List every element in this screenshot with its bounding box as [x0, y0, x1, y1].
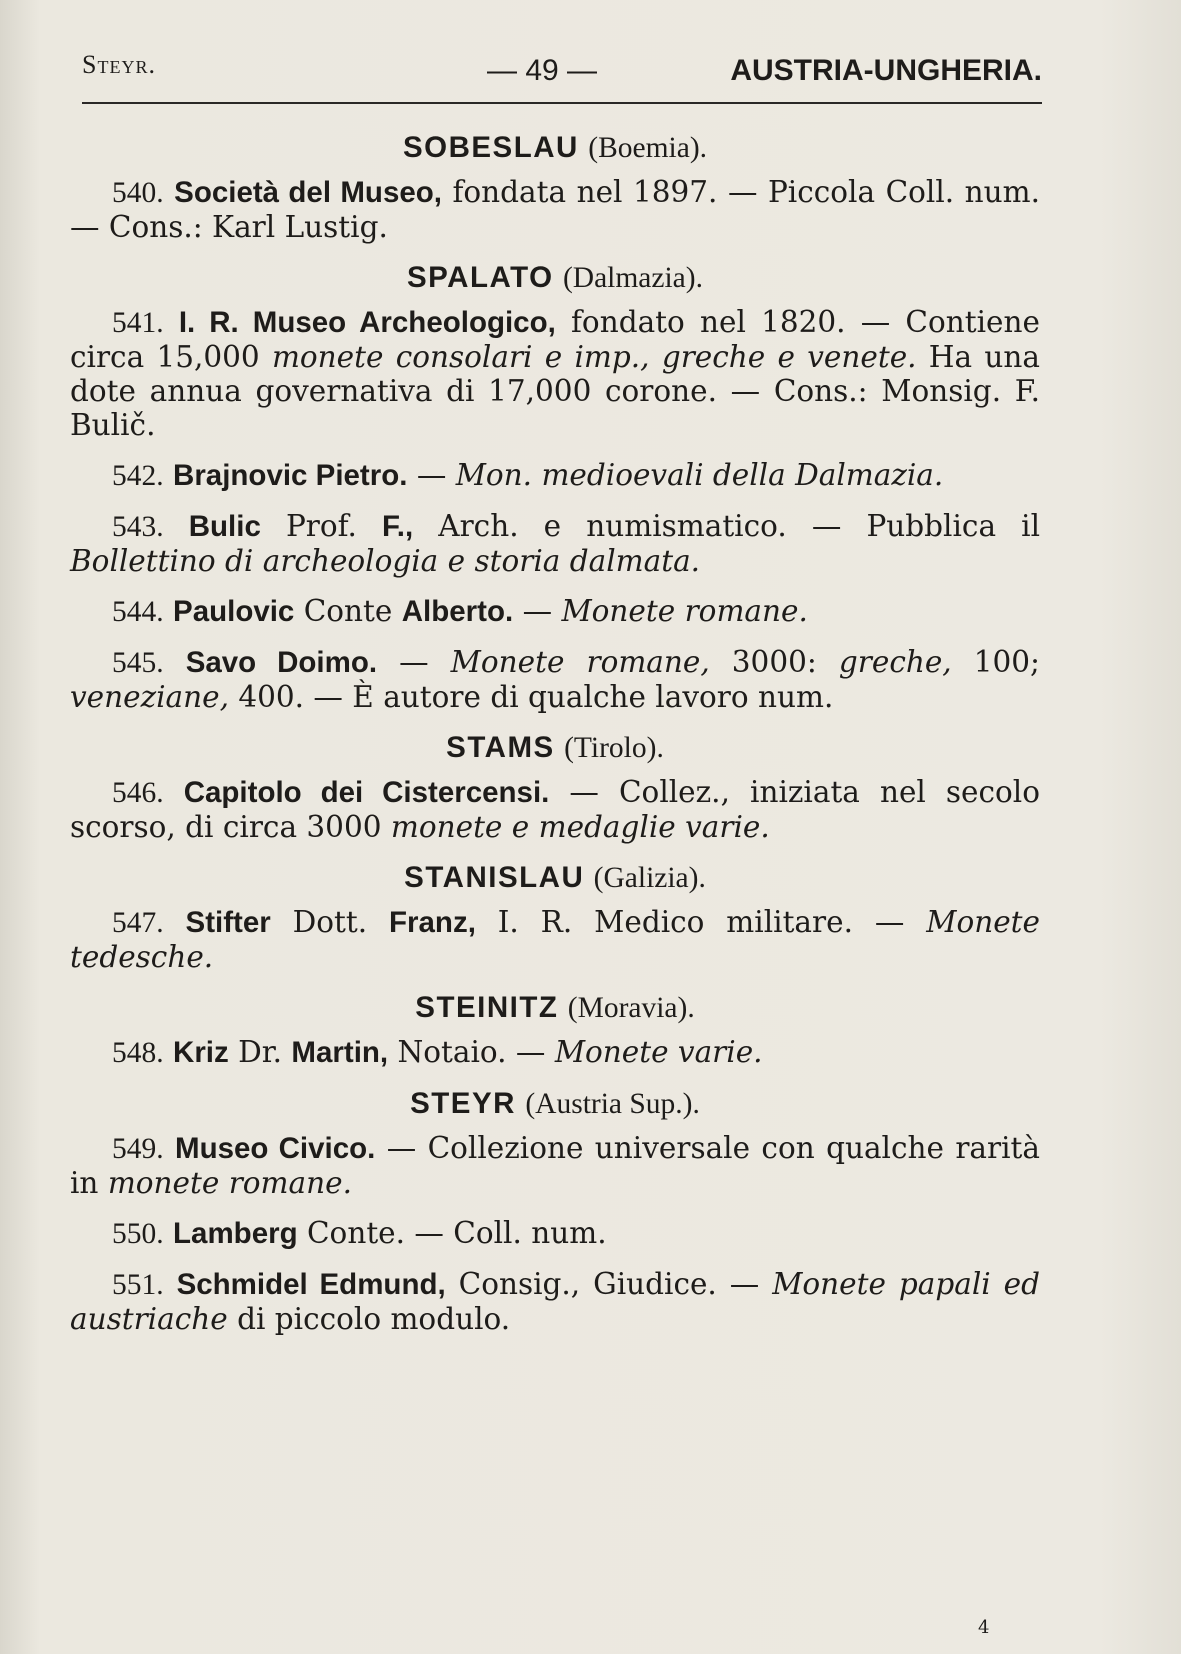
header-rule: [82, 102, 1042, 104]
entry-name: Stifter: [185, 906, 271, 939]
place-heading: [70, 260, 1040, 295]
entry-name: Kriz: [173, 1036, 229, 1069]
entry-name: Martin,: [291, 1036, 389, 1069]
entry-text: [164, 905, 186, 939]
entry-name: Società del Museo,: [174, 176, 442, 209]
entry-name: F.,: [382, 510, 414, 543]
entry-italic-text: Monete varie.: [554, 1035, 763, 1069]
place-heading: [70, 130, 1040, 165]
catalog-entry: [70, 509, 1040, 578]
entry-text: —: [377, 645, 451, 679]
place-region: (Dalmazia).: [562, 262, 703, 294]
place-name: STANISLAU: [404, 861, 585, 894]
place-heading: [70, 990, 1040, 1025]
catalog-entry: [70, 458, 1040, 493]
entry-number: 542.: [112, 460, 164, 492]
entry-text: 3000:: [709, 645, 839, 679]
footer-mark: 4: [978, 1617, 990, 1638]
place-region: (Galizia).: [593, 862, 706, 894]
entry-italic-text: Bollettino di archeologia e storia dalmata.: [70, 544, 701, 578]
entry-number: 543.: [112, 511, 164, 543]
entry-italic-text: greche,: [838, 645, 952, 679]
entry-number: 546.: [112, 777, 164, 809]
page-number: — 49 —: [487, 54, 598, 87]
entry-name: Brajnovic Pietro.: [173, 459, 408, 492]
place-heading: [70, 1086, 1040, 1121]
entry-number: 550.: [112, 1218, 164, 1250]
entry-italic-text: monete romane.: [107, 1166, 352, 1200]
entry-name: Alberto.: [401, 595, 514, 628]
place-region: (Boemia).: [588, 132, 708, 164]
entry-name: Savo Doimo.: [185, 646, 378, 679]
header-left-title: Steyr.: [82, 50, 156, 79]
entry-name: Paulovic: [173, 595, 295, 628]
entry-number: 544.: [112, 596, 164, 628]
catalog-entry: [70, 645, 1040, 714]
entry-text: — Collezione universale con qualche rarità in: [70, 1131, 1040, 1200]
entry-name: Capitolo dei Cistercensi.: [183, 776, 550, 809]
catalog-entry: [70, 175, 1040, 244]
catalog-entry: [70, 775, 1040, 844]
place-name: STAMS: [446, 731, 555, 764]
entry-text: [164, 594, 173, 628]
entry-text: Ha una dote annua governativa di 17,000 corone. — Cons.: Monsig. F. Bulič.: [70, 340, 1040, 442]
entry-name: Schmidel Edmund,: [176, 1268, 446, 1301]
catalog-entry: [70, 305, 1040, 442]
entry-text: 100;: [951, 645, 1040, 679]
place-name: STEYR: [410, 1087, 516, 1120]
place-heading: [70, 860, 1040, 895]
entry-number: 541.: [112, 307, 164, 339]
entry-text: [164, 1131, 175, 1165]
entry-number: 545.: [112, 647, 164, 679]
entry-text: [164, 1216, 173, 1250]
running-header: [82, 50, 1042, 102]
entry-italic-text: Monete tedesche.: [70, 905, 1040, 974]
entry-italic-text: Monete papali ed austriache: [70, 1267, 1040, 1336]
entry-text: Dott.: [270, 905, 390, 939]
entry-text: [164, 305, 179, 339]
entry-name: Bulic: [188, 510, 261, 543]
entry-text: Conte: [294, 594, 402, 628]
entry-number: 547.: [112, 907, 164, 939]
entry-text: I. R. Medico militare. —: [475, 905, 927, 939]
entry-text: Notaio. —: [388, 1035, 555, 1069]
entry-text: —: [513, 594, 562, 628]
header-right-title: AUSTRIA-UNGHERIA.: [730, 54, 1042, 87]
place-region: (Tirolo).: [564, 732, 664, 764]
catalog-entry: [70, 594, 1040, 629]
entry-text: [164, 1035, 173, 1069]
entry-text: Arch. e numismatico. — Pubblica il: [413, 509, 1041, 543]
entry-text: Dr.: [228, 1035, 292, 1069]
catalog-entry: [70, 1035, 1040, 1070]
entry-text: [164, 458, 173, 492]
catalog-entry: [70, 1216, 1040, 1251]
catalog-entry: [70, 1131, 1040, 1200]
entry-name: Franz,: [389, 906, 476, 939]
entry-italic-text: Monete romane.: [561, 594, 808, 628]
entry-text: —: [407, 458, 456, 492]
entry-italic-text: Mon. medioevali della Dalmazia.: [455, 458, 944, 492]
entry-number: 548.: [112, 1037, 164, 1069]
place-heading: [70, 730, 1040, 765]
entry-name: Museo Civico.: [175, 1132, 376, 1165]
place-name: STEINITZ: [415, 991, 559, 1024]
place-name: SOBESLAU: [402, 131, 579, 164]
entry-italic-text: monete consolari e imp., greche e venete.: [271, 340, 917, 374]
entry-italic-text: veneziane,: [70, 680, 229, 714]
entry-number: 551.: [112, 1269, 164, 1301]
place-region: (Austria Sup.).: [525, 1088, 700, 1120]
entry-number: 549.: [112, 1133, 164, 1165]
entry-text: di piccolo modulo.: [227, 1302, 511, 1336]
entry-text: [164, 509, 189, 543]
place-name: SPALATO: [407, 261, 554, 294]
entry-text: fondata nel 1897. — Piccola Coll. num. — Cons.: Karl Lustig.: [70, 175, 1040, 244]
place-region: (Moravia).: [567, 992, 695, 1024]
entry-text: Consig., Giudice. —: [445, 1267, 773, 1301]
catalog-entry: [70, 1267, 1040, 1336]
entry-name: Lamberg: [173, 1217, 298, 1250]
catalog-entry: [70, 905, 1040, 974]
entry-italic-text: Monete romane,: [450, 645, 710, 679]
entry-name: I. R. Museo Archeologico,: [178, 306, 556, 339]
entry-text: [164, 1267, 177, 1301]
entry-text: — Collez., iniziata nel secolo scorso, di circa 3000: [70, 775, 1040, 844]
entry-text: [164, 175, 175, 209]
entry-text: [164, 775, 184, 809]
page-body: [70, 130, 1040, 1336]
entry-number: 540.: [112, 177, 164, 209]
entry-text: 400. — È autore di qualche lavoro num.: [228, 680, 834, 714]
entry-text: [164, 645, 186, 679]
entry-text: Prof.: [260, 509, 383, 543]
entry-italic-text: monete e medaglie varie.: [390, 810, 770, 844]
entry-text: fondato nel 1820. — Contiene circa 15,000: [70, 305, 1040, 374]
entry-text: Conte. — Coll. num.: [297, 1216, 607, 1250]
